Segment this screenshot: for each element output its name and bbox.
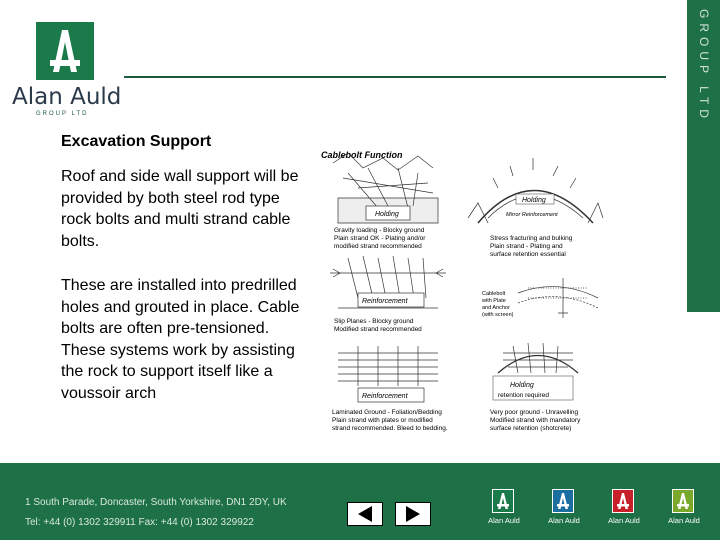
footer-logo-1-icon xyxy=(492,489,514,513)
panel-2-caption-1: Stress fracturing and bulking xyxy=(490,235,573,242)
paragraph-2: These are installed into predrilled holes and grouted in place. Cable bolts are often pre-tensioned. These systems work by assisting the rock to support itself like a voussoir arch xyxy=(61,277,300,402)
logo-a-icon xyxy=(36,22,94,80)
panel-laminated-ground xyxy=(338,346,438,386)
panel-3-label: Reinforcement xyxy=(362,298,408,305)
panel-6-caption-2: Modified strand with mandatory xyxy=(490,417,581,424)
panel-2-caption-2: Plain strand - Plating and xyxy=(490,243,563,250)
panel-4-label-1: Cablebolt xyxy=(482,291,506,297)
panel-1-caption-1: Gravity loading - Blocky ground xyxy=(334,227,425,234)
header-rule xyxy=(124,76,666,78)
footer-address: 1 South Parade, Doncaster, South Yorkshire, DN1 2DY, UK xyxy=(25,497,287,508)
panel-2-label-1: Holding xyxy=(522,197,546,204)
brand-subtitle: GROUP LTD xyxy=(36,111,89,117)
panel-5-caption-1: Laminated Ground - Foliation/Bedding xyxy=(332,409,442,416)
panel-4-label-3: and Anchor xyxy=(482,305,510,311)
footer-logo-2-icon xyxy=(552,489,574,513)
panel-4-label-2: with Plate xyxy=(482,298,506,304)
footer-logo-3-icon xyxy=(612,489,634,513)
next-slide-button[interactable] xyxy=(395,502,431,526)
footer-logo-3: Alan Auld xyxy=(603,489,645,529)
panel-6-label-1: Holding xyxy=(510,382,534,389)
arrow-left-icon xyxy=(348,503,382,525)
company-logo xyxy=(36,22,94,80)
side-band-text: GROUP LTD xyxy=(697,9,711,123)
panel-very-poor-ground xyxy=(498,343,578,373)
panel-3-caption-2: Modified strand recommended xyxy=(334,326,422,333)
figure-title: Cablebolt Function xyxy=(321,150,403,160)
panel-6-caption-1: Very poor ground - Unravelling xyxy=(490,409,579,416)
panel-1-caption-3: modified strand recommended xyxy=(334,243,422,250)
panel-3-caption-1: Slip Planes - Blocky ground xyxy=(334,318,414,325)
footer-logo-4: Alan Auld xyxy=(663,489,705,529)
slide-title: Excavation Support xyxy=(61,133,212,150)
arrow-right-icon xyxy=(396,503,430,525)
panel-2-label-2: Mirror Reinforcement xyxy=(506,212,558,218)
panel-1-label: Holding xyxy=(375,211,399,218)
panel-2-caption-3: surface retention essential xyxy=(490,251,566,258)
brand-name: Alan Auld xyxy=(12,84,122,110)
panel-5-caption-2: Plain strand with plates or modified xyxy=(332,417,433,424)
panel-1-caption-2: Plain strand OK - Plating and/or xyxy=(334,235,426,242)
footer-logo-2: Alan Auld xyxy=(543,489,585,529)
panel-6-caption-3: surface retention (shotcrete) xyxy=(490,425,572,432)
paragraph-1: Roof and side wall support will be provided by both steel rod type rock bolts and multi strand cable bolts. xyxy=(61,168,299,250)
footer-logo-1: Alan Auld xyxy=(483,489,525,529)
panel-6-label-2: retention required xyxy=(498,392,549,399)
cablebolt-function-figure xyxy=(318,148,608,438)
panel-5-caption-3: strand recommended. Bleed to bedding. xyxy=(332,425,448,432)
previous-slide-button[interactable] xyxy=(347,502,383,526)
footer-logo-4-icon xyxy=(672,489,694,513)
panel-5-label: Reinforcement xyxy=(362,393,408,400)
panel-4-label-4: (with screen) xyxy=(482,312,514,318)
footer-phone: Tel: +44 (0) 1302 329911 Fax: +44 (0) 1302 329922 xyxy=(25,517,254,528)
panel-plate-anchor xyxy=(518,278,598,318)
